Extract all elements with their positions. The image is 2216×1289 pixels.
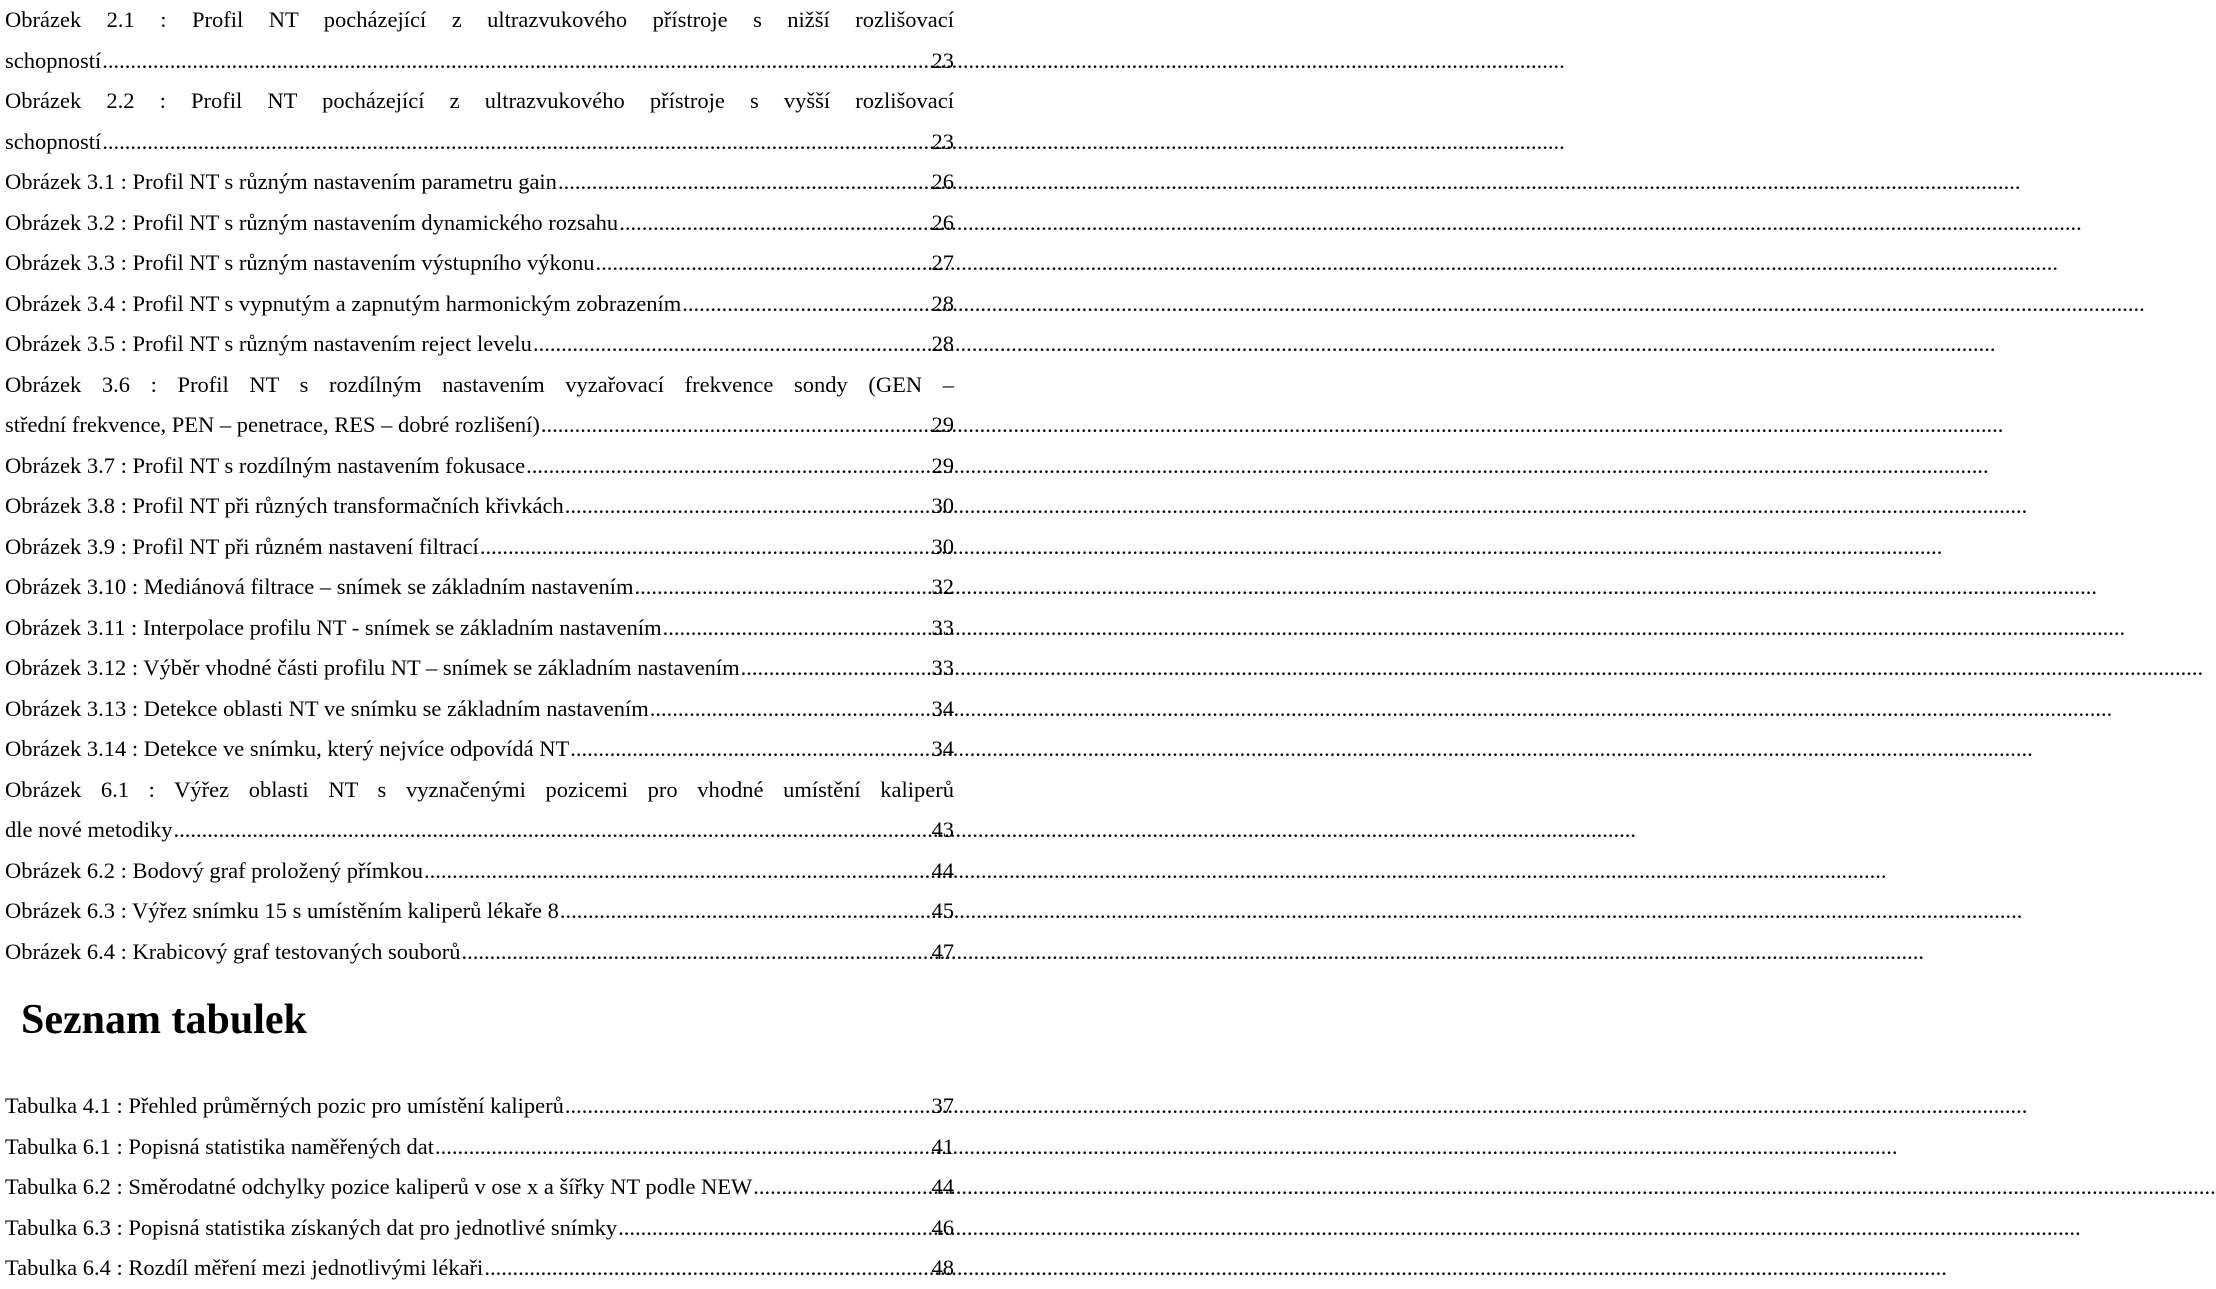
- entry-page-number: 30: [931, 493, 954, 518]
- table-entry[interactable]: [5, 1248, 954, 1289]
- entry-row: [5, 608, 954, 649]
- figure-entry[interactable]: [5, 0, 954, 81]
- entry-caption: Obrázek 3.14 : Detekce ve snímku, který nejvíce odpovídá NT: [5, 736, 570, 761]
- table-entry[interactable]: [5, 1086, 954, 1127]
- entry-caption: Obrázek 3.8 : Profil NT při různých transformačních křivkách: [5, 493, 564, 518]
- entry-page-number: 26: [931, 169, 954, 194]
- entry-page-number: 45: [931, 898, 954, 923]
- entry-row: [5, 851, 954, 892]
- entry-row: [5, 162, 954, 203]
- dot-leader: [595, 243, 931, 284]
- figure-entry[interactable]: [5, 729, 954, 770]
- entry-row: [5, 527, 954, 568]
- entry-page-number: 28: [931, 331, 954, 356]
- figure-entry[interactable]: [5, 284, 954, 325]
- entry-row: [5, 567, 954, 608]
- entry-row: [5, 486, 954, 527]
- entry-row: [5, 689, 954, 730]
- dot-leader: [559, 891, 931, 932]
- figure-entry[interactable]: [5, 891, 954, 932]
- entry-row: [5, 891, 954, 932]
- figure-entry[interactable]: [5, 365, 954, 446]
- entry-caption: Obrázek 3.12 : Výběr vhodné části profilu NT – snímek se základním nastavením: [5, 655, 740, 680]
- dot-leader: [483, 1248, 930, 1289]
- figure-entry[interactable]: [5, 243, 954, 284]
- entry-page-number: 28: [931, 290, 954, 316]
- figure-entry[interactable]: [5, 851, 954, 892]
- entry-caption: Obrázek 3.3 : Profil NT s různým nastavením výstupního výkonu: [5, 250, 595, 275]
- figure-entry[interactable]: [5, 81, 954, 162]
- entry-caption: Obrázek 3.4 : Profil NT s vypnutým a zapnutým harmonickým zobrazením: [5, 290, 682, 316]
- entry-page-number: 33: [931, 655, 954, 680]
- entry-caption-line-1: Obrázek 3.6 : Profil NT s rozdílným nastavením vyzařovací frekvence sondy (GEN –: [5, 371, 954, 397]
- entry-caption: schopností: [5, 128, 102, 154]
- dot-leader: [564, 1086, 931, 1127]
- dot-leader: [479, 527, 931, 568]
- list-of-figures: [5, 0, 954, 972]
- figure-entry[interactable]: [5, 324, 954, 365]
- entry-caption: schopností: [5, 47, 102, 73]
- entry-page-number: 44: [931, 1174, 954, 1199]
- entry-caption: Tabulka 6.1 : Popisná statistika naměřených dat: [5, 1133, 434, 1159]
- entry-page-number: 26: [931, 209, 954, 235]
- entry-caption: Obrázek 3.10 : Mediánová filtrace – snímek se základním nastavením: [5, 574, 634, 599]
- entry-row: [5, 243, 954, 284]
- entry-row: [5, 648, 954, 689]
- figure-entry[interactable]: [5, 648, 954, 689]
- dot-leader: [460, 932, 930, 973]
- entry-caption: Obrázek 6.2 : Bodový graf proložený přímkou: [5, 857, 424, 883]
- figure-entry[interactable]: [5, 689, 954, 730]
- entry-caption: dle nové metodiky: [5, 817, 173, 842]
- dot-leader: [740, 648, 931, 689]
- figure-entry[interactable]: [5, 203, 954, 244]
- entry-row: [5, 41, 954, 82]
- dot-leader: [101, 122, 930, 163]
- dot-leader: [532, 324, 931, 365]
- entry-page-number: 34: [931, 736, 954, 761]
- figure-entry[interactable]: [5, 932, 954, 973]
- entry-caption: Tabulka 6.3 : Popisná statistika získaných dat pro jednotlivé snímky: [5, 1214, 618, 1240]
- entry-caption-line-1: Obrázek 6.1 : Výřez oblasti NT s vyznačenými pozicemi pro vhodné umístění kaliperů: [5, 776, 954, 802]
- table-entry[interactable]: [5, 1208, 954, 1249]
- entry-page-number: 44: [931, 857, 954, 883]
- figure-entry[interactable]: [5, 446, 954, 487]
- dot-leader: [564, 486, 931, 527]
- entry-row: [5, 729, 954, 770]
- entry-page-number: 30: [931, 533, 954, 559]
- figure-entry[interactable]: [5, 567, 954, 608]
- dot-leader: [557, 162, 931, 203]
- entry-row: [5, 122, 954, 163]
- table-entry[interactable]: [5, 1167, 954, 1208]
- entry-caption: střední frekvence, PEN – penetrace, RES – dobré rozlišení): [5, 412, 540, 437]
- entry-row: [5, 1127, 954, 1168]
- entry-row: [5, 1086, 954, 1127]
- entry-page-number: 34: [931, 695, 954, 721]
- entry-page-number: 27: [931, 250, 954, 275]
- entry-page-number: 41: [931, 1133, 954, 1159]
- dot-leader: [101, 41, 930, 82]
- figure-entry[interactable]: [5, 527, 954, 568]
- dot-leader: [662, 608, 931, 649]
- document-page: [0, 0, 960, 1280]
- entry-caption: Obrázek 3.7 : Profil NT s rozdílným nastavením fokusace: [5, 452, 526, 478]
- entry-row: [5, 932, 954, 973]
- entry-page-number: 29: [931, 452, 954, 478]
- entry-caption-line-1: Obrázek 2.2 : Profil NT pocházející z ultrazvukového přístroje s vyšší rozlišovací: [5, 88, 954, 113]
- dot-leader: [634, 567, 931, 608]
- dot-leader: [618, 203, 930, 244]
- entry-caption: Obrázek 3.1 : Profil NT s různým nastavením parametru gain: [5, 169, 557, 194]
- entry-page-number: 46: [931, 1214, 954, 1240]
- dot-leader: [681, 284, 930, 325]
- entry-caption: Obrázek 3.9 : Profil NT při různém nastavení filtrací: [5, 533, 479, 559]
- figure-entry[interactable]: [5, 770, 954, 851]
- entry-row: [5, 1208, 954, 1249]
- dot-leader: [423, 851, 930, 892]
- figure-entry[interactable]: [5, 608, 954, 649]
- entry-page-number: 47: [931, 938, 954, 964]
- entry-caption: Tabulka 6.4 : Rozdíl měření mezi jednotlivými lékaři: [5, 1255, 484, 1280]
- entry-caption: Obrázek 3.11 : Interpolace profilu NT - snímek se základním nastavením: [5, 614, 662, 640]
- entry-caption: Obrázek 3.13 : Detekce oblasti NT ve snímku se základním nastavením: [5, 695, 649, 721]
- entry-page-number: 32: [931, 574, 954, 599]
- entry-page-number: 23: [931, 47, 954, 73]
- entry-row: [5, 1248, 954, 1289]
- dot-leader: [525, 446, 930, 487]
- entry-page-number: 43: [931, 817, 954, 842]
- dot-leader: [617, 1208, 930, 1249]
- entry-row: [5, 324, 954, 365]
- dot-leader: [569, 729, 930, 770]
- entry-page-number: 23: [931, 128, 954, 154]
- entry-page-number: 33: [931, 614, 954, 640]
- dot-leader: [172, 810, 930, 851]
- dot-leader: [752, 1167, 930, 1208]
- entry-row: [5, 446, 954, 487]
- entry-caption: Obrázek 3.2 : Profil NT s různým nastavením dynamického rozsahu: [5, 209, 619, 235]
- entry-row: [5, 203, 954, 244]
- entry-row: [5, 810, 954, 851]
- entry-caption: Obrázek 6.4 : Krabicový graf testovaných souborů: [5, 938, 461, 964]
- dot-leader: [434, 1127, 931, 1168]
- entry-row: [5, 405, 954, 446]
- entry-page-number: 37: [931, 1093, 954, 1118]
- entry-caption: Obrázek 3.5 : Profil NT s různým nastavením reject levelu: [5, 331, 532, 356]
- table-entry[interactable]: [5, 1127, 954, 1168]
- entry-caption: Obrázek 6.3 : Výřez snímku 15 s umístěním kaliperů lékaře 8: [5, 898, 559, 923]
- entry-row: [5, 284, 954, 325]
- entry-caption: Tabulka 4.1 : Přehled průměrných pozic pro umístění kaliperů: [5, 1093, 564, 1118]
- figure-entry[interactable]: [5, 486, 954, 527]
- dot-leader: [540, 405, 931, 446]
- list-of-tables: [5, 1086, 954, 1289]
- entry-caption-line-1: Obrázek 2.1 : Profil NT pocházející z ultrazvukového přístroje s nižší rozlišovací: [5, 7, 954, 32]
- entry-page-number: 48: [931, 1255, 954, 1280]
- section-heading-tables: Seznam tabulek: [21, 997, 307, 1043]
- entry-caption: Tabulka 6.2 : Směrodatné odchylky pozice kaliperů v ose x a šířky NT podle NEW: [5, 1174, 753, 1199]
- dot-leader: [649, 689, 931, 730]
- figure-entry[interactable]: [5, 162, 954, 203]
- entry-row: [5, 1167, 954, 1208]
- entry-page-number: 29: [931, 412, 954, 437]
